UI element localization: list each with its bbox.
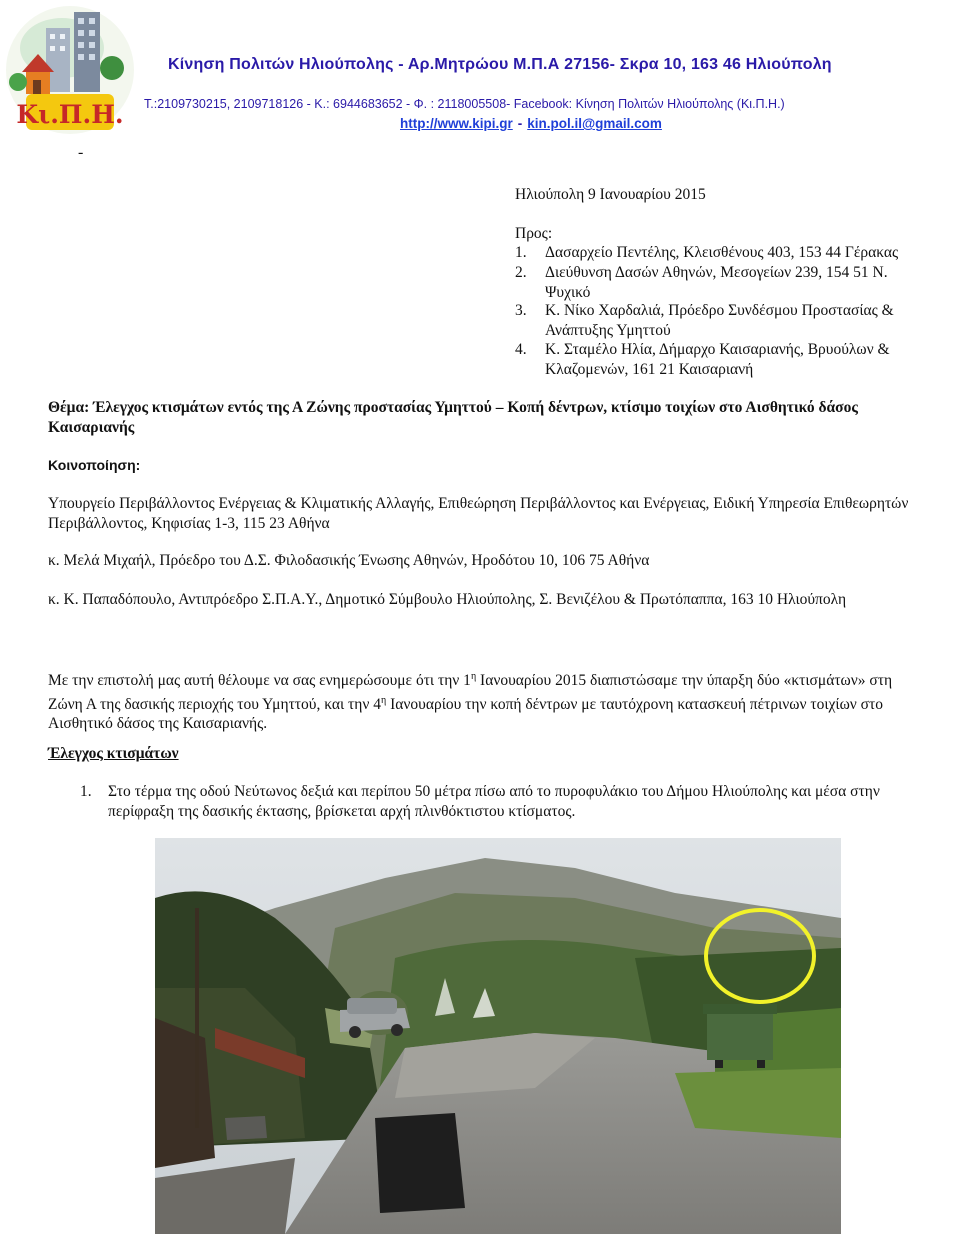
recipient-number: 1. bbox=[515, 244, 527, 261]
website-link[interactable]: http://www.kipi.gr bbox=[400, 116, 513, 131]
intro-superscript: η bbox=[470, 671, 477, 682]
section-item-number: 1. bbox=[80, 783, 92, 800]
cc-item: Υπουργείο Περιβάλλοντος Ενέργειας & Κλιματικής Αλλαγής, Επιθεώρηση Περιβάλλοντος και Ενέργειας, Ειδική Υπηρεσία Επιθεωρητών Περιβάλλοντος, Κηφισίας 1-3, 115 23 Αθήνα bbox=[48, 495, 909, 532]
recipient-number: 4. bbox=[515, 341, 527, 358]
cc-label: Κοινοποίηση: bbox=[48, 457, 141, 473]
cc-item: κ. Κ. Παπαδόπουλο, Αντιπρόεδρο Σ.Π.Α.Υ., Δημοτικό Σύμβουλο Ηλιούπολης, Σ. Βενιζέλου & Πρωτόπαππα, 163 10 Ηλιούπολη bbox=[48, 591, 847, 608]
recipient-number: 2. bbox=[515, 264, 527, 281]
recipient-item bbox=[515, 243, 935, 263]
intro-paragraph bbox=[48, 667, 910, 734]
intro-text: Με την επιστολή μας αυτή θέλουμε να σας ενημερώσουμε ότι την 1 bbox=[48, 672, 471, 690]
section-item bbox=[80, 782, 910, 821]
letter-subject: Θέμα: Έλεγχος κτισμάτων εντός της Α Ζώνης προστασίας Υμηττού – Κοπή δέντρων, κτίσιμο τοιχίων στο Αισθητικό δάσος Καισαριανής bbox=[48, 399, 858, 436]
recipient-text: Κ. Νίκο Χαρδαλιά, Πρόεδρο Συνδέσμου Προστασίας & Ανάπτυξης Υμηττού bbox=[545, 302, 894, 339]
site-photo bbox=[155, 838, 841, 1234]
recipients-label: Προς: bbox=[515, 225, 553, 242]
contact-line: Τ.:2109730215, 2109718126 - Κ.: 6944683652 - Φ. : 2118005508- Facebook: Κίνηση Πολιτών Ηλιούπολης (Κι.Π.Η.) bbox=[144, 97, 785, 111]
intro-text: Ιανουαρίου 2015 διαπιστώσαμε την ύπαρξη δύο «κτισμάτων» στη Ζώνη Α της δασικής περιοχής του Υμηττού, και την 4 bbox=[48, 672, 893, 713]
recipient-item bbox=[515, 340, 935, 379]
cc-item: κ. Μελά Μιχαήλ, Πρόεδρο του Δ.Σ. Φιλοδασικής Ένωσης Αθηνών, Ηροδότου 10, 106 75 Αθήνα bbox=[48, 552, 650, 569]
recipient-text: Δασαρχείο Πεντέλης, Κλεισθένους 403, 153 44 Γέρακας bbox=[545, 244, 899, 261]
letter-date: Ηλιούπολη 9 Ιανουαρίου 2015 bbox=[515, 186, 706, 203]
email-link[interactable]: kin.pol.il@gmail.com bbox=[527, 116, 662, 131]
kipi-logo bbox=[2, 2, 138, 138]
recipient-item bbox=[515, 263, 935, 302]
recipient-number: 3. bbox=[515, 302, 527, 319]
links-line bbox=[400, 116, 662, 131]
intro-text: Ιανουαρίου την κοπή δέντρων με ταυτόχρονη κατασκευή πέτρινων τοιχίων στο Αισθητικό δάσος της Καισαριανής. bbox=[48, 695, 883, 733]
section-item-text: Στο τέρμα της οδού Νεύτωνος δεξιά και περίπου 50 μέτρα πίσω από το πυροφυλάκιο του Δήμου Ηλιούπολης και μέσα στην περίφραξη της δασικής έκτασης, βρίσκεται αρχή πλινθόκτιστου κτίσματος. bbox=[108, 783, 880, 820]
logo-text: Κι.Π.Η. bbox=[16, 100, 124, 129]
links-separator: - bbox=[517, 116, 523, 131]
recipient-text: Διεύθυνση Δασών Αθηνών, Μεσογείων 239, 154 51 Ν. Ψυχικό bbox=[545, 264, 888, 301]
section-title: Έλεγχος κτισμάτων bbox=[48, 745, 179, 762]
recipient-item bbox=[515, 301, 935, 340]
recipient-text: Κ. Σταμέλο Ηλία, Δήμαρχο Καισαριανής, Βρυούλων & Κλαζομενών, 161 21 Καισαριανή bbox=[545, 341, 890, 378]
intro-superscript: η bbox=[381, 694, 387, 706]
stray-dash: - bbox=[78, 144, 84, 161]
kipi-logo-buildings-icon bbox=[2, 2, 138, 138]
organization-line: Κίνηση Πολιτών Ηλιούπολης - Αρ.Μητρώου Μ.Π.Α 27156- Σκρα 10, 163 46 Ηλιούπολη bbox=[168, 56, 832, 73]
